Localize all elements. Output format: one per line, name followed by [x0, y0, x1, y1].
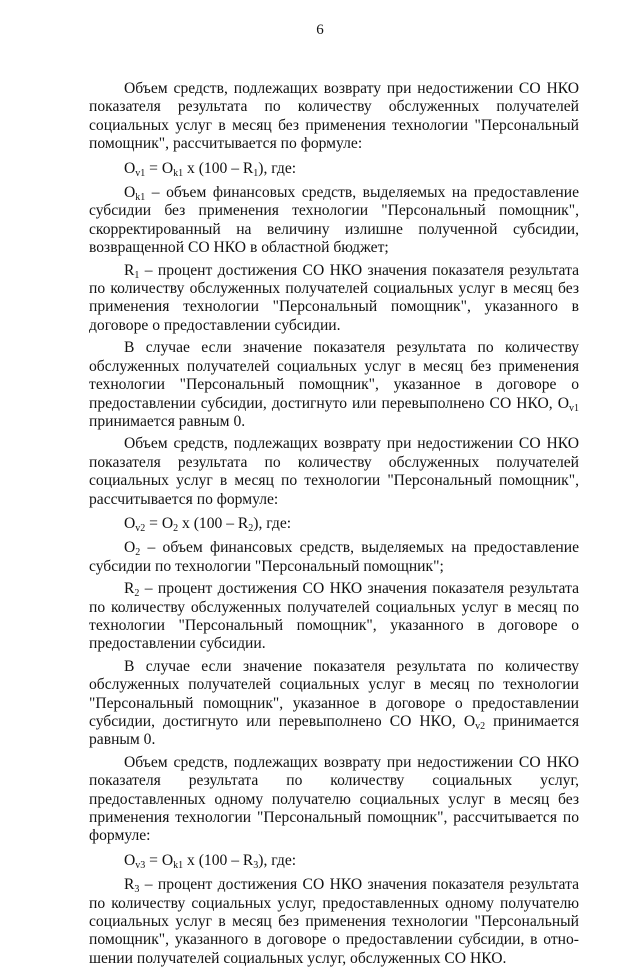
document-body: [89, 80, 579, 972]
formula: $O_{v3} = O_{k1}$ x $(100 - R_3)$, где:: [124, 851, 297, 871]
paragraph: $R_2$ – процент достижения СО НКО значения показателя результата по количеству обслуженных получателей социальных услуг в месяц по технологии "Персональный помощник", указанного в договоре о предоставлении субсидии.: [89, 580, 579, 653]
paragraph: $R_1$ – процент достижения СО НКО значения показателя результата по количеству обслуженных получателей социальных услуг в месяц без применения технологии "Персональный помощник", указанного в договоре о предоставлении субсидии.: [89, 261, 579, 334]
paragraph: Объем средств, подлежащих возврату при недостижении СО НКО показателя результата по количеству обслуженных получателей социальных услуг в месяц без применения технологии "Персональный помощник", рассчитывается по формуле:: [89, 80, 579, 153]
paragraph: В случае если значение показателя результата по количеству обслуженных получателей социальных услуг в месяц без применения технологии "Персональный помощник", указанное в договоре о предоставлении субсидии, достигнуто или перевыполнено СО НКО, $O_{v1}$ принимается равным 0.: [89, 339, 579, 430]
paragraph: В случае если значение показателя результата по количеству обслуженных получателей социальных услуг в месяц по технологии "Персональный помощник", указанное в договоре о предоставлении субсидии, достигнуто или перевыполнено СО НКО, $O_{v2}$ принимается равным 0.: [89, 657, 579, 749]
paragraph: $O_{k1}$ – объем финансовых средств, выделяемых на предоставление субсидии без применения технологии "Персональный помощник", скорректированный на величину излишне полученной субсидии, возвращенной СО НКО в областной бюджет;: [89, 184, 579, 257]
paragraph: Объем средств, подлежащих возврату при недостижении СО НКО показателя результата по количеству социальных услуг, предоставленных одному получателю социальных услуг в месяц без применения технологии "Персональный помощник", рассчитывается по формуле:: [89, 753, 579, 845]
page-number: 6: [316, 22, 324, 38]
paragraph: Объем средств, подлежащих возврату при недостижении СО НКО показателя результата по количеству обслуженных получателей социальных услуг в месяц по технологии "Персональный помощник", рассчитывается по формуле:: [89, 435, 579, 508]
formula: $O_{v2} = O_2$ x $(100 - R_2)$, где:: [124, 514, 292, 534]
paragraph: $R_3$ – процент достижения СО НКО значения показателя результата по количеству социальных услуг, предоставленных одному получателю социальных услуг в месяц без применения технологии "Персональный помощник", указанного в договоре о предоставлении субсидии, в отно-шении получателей социальных услуг, обслуженных СО НКО.: [89, 876, 579, 967]
formula: $O_{v1} = O_{k1}$ x $(100 - R_1)$, где:: [124, 159, 297, 179]
paragraph: $O_2$ – объем финансовых средств, выделяемых на предоставление субсидии по технологии "Персональный помощник";: [89, 539, 579, 575]
